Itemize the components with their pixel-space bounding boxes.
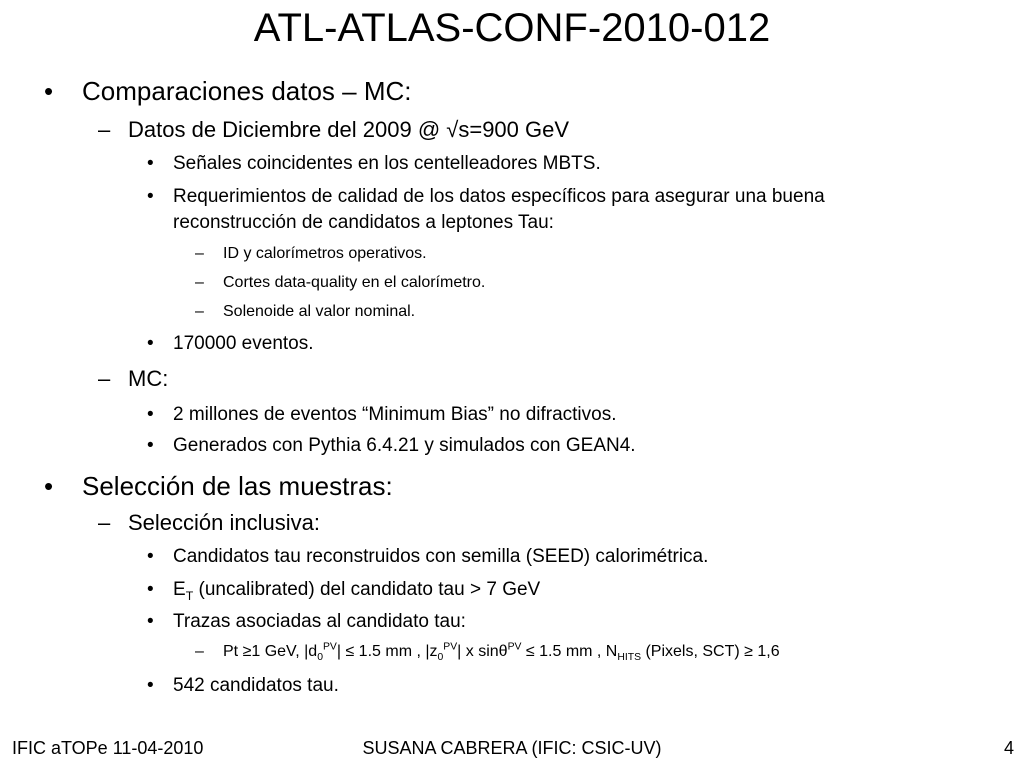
bullet-dash: – [98,366,111,391]
bullet-dot: • [147,546,154,567]
item-datos: Datos de Diciembre del 2009 @ √s=900 GeV [128,117,570,142]
cut-pt: Pt ≥1 GeV, |d [223,643,318,660]
cut-z0-sub: 0 [437,652,444,664]
bullet-dot: • [147,579,154,600]
item-solenoide: Solenoide al valor nominal. [223,303,416,320]
bullet-dash: – [195,274,204,291]
bullet-dot: • [147,153,154,174]
item-id-calorimetros: ID y calorímetros operativos. [223,245,427,262]
page-number: 4 [1003,738,1014,758]
item-requerimientos-line2: reconstrucción de candidatos a leptones Tau: [173,212,554,233]
item-generados: Generados con Pythia 6.4.21 y simulados con GEAN4. [173,435,636,456]
bullet-dot: • [44,471,54,501]
cut-mid2: | x sinθ [457,643,508,660]
bullet-dot: • [147,333,154,354]
et-symbol: E [173,579,186,600]
item-trazas: Trazas asociadas al candidato tau: [173,611,466,632]
cut-nhits-sub: HITS [617,652,642,664]
footer-left: IFIC aTOPe 11-04-2010 [12,738,204,758]
bullet-dot: • [147,675,154,696]
item-millones: 2 millones de eventos “Minimum Bias” no difractivos. [173,404,617,425]
bullet-dot: • [147,404,154,425]
item-eventos: 170000 eventos. [173,333,314,354]
cut-end: (Pixels, SCT) ≥ 1,6 [641,643,780,660]
bullet-dot: • [147,186,154,207]
bullet-dash: – [98,117,111,142]
bullet-dot: • [147,611,154,632]
et-subscript: T [185,588,194,603]
item-mc: MC: [128,366,169,391]
cut-d0-sub: 0 [317,652,323,664]
item-requerimientos-line1: Requerimientos de calidad de los datos específicos para asegurar una buena [173,186,825,207]
item-candidatos-542: 542 candidatos tau. [173,675,339,696]
cut-theta-sup: PV [507,641,522,653]
item-candidatos: Candidatos tau reconstruidos con semilla (SEED) calorimétrica. [173,546,709,567]
item-comparaciones: Comparaciones datos – MC: [82,76,412,106]
bullet-dash: – [195,303,204,320]
cut-mid1: | ≤ 1.5 mm , |z [336,643,438,660]
bullet-dot: • [147,435,154,456]
item-seleccion: Selección de las muestras: [82,471,393,501]
bullet-dash: – [195,245,204,262]
cut-d0-sup: PV [322,641,337,653]
cut-mid3: ≤ 1.5 mm , N [521,643,618,660]
cut-z0-sup: PV [443,641,458,653]
bullet-dot: • [44,76,54,106]
footer-author: SUSANA CABRERA (IFIC: CSIC-UV) [362,738,662,758]
item-et-cut [173,578,540,602]
item-cortes: Cortes data-quality en el calorímetro. [223,274,486,291]
item-track-cuts [223,642,780,662]
item-senales: Señales coincidentes en los centelleadores MBTS. [173,153,601,174]
bullet-dash: – [98,510,111,535]
item-inclusiva: Selección inclusiva: [128,510,320,535]
et-rest: (uncalibrated) del candidato tau > 7 GeV [193,579,541,600]
slide-title: ATL-ATLAS-CONF-2010-012 [253,6,771,50]
bullet-dash: – [195,643,204,660]
